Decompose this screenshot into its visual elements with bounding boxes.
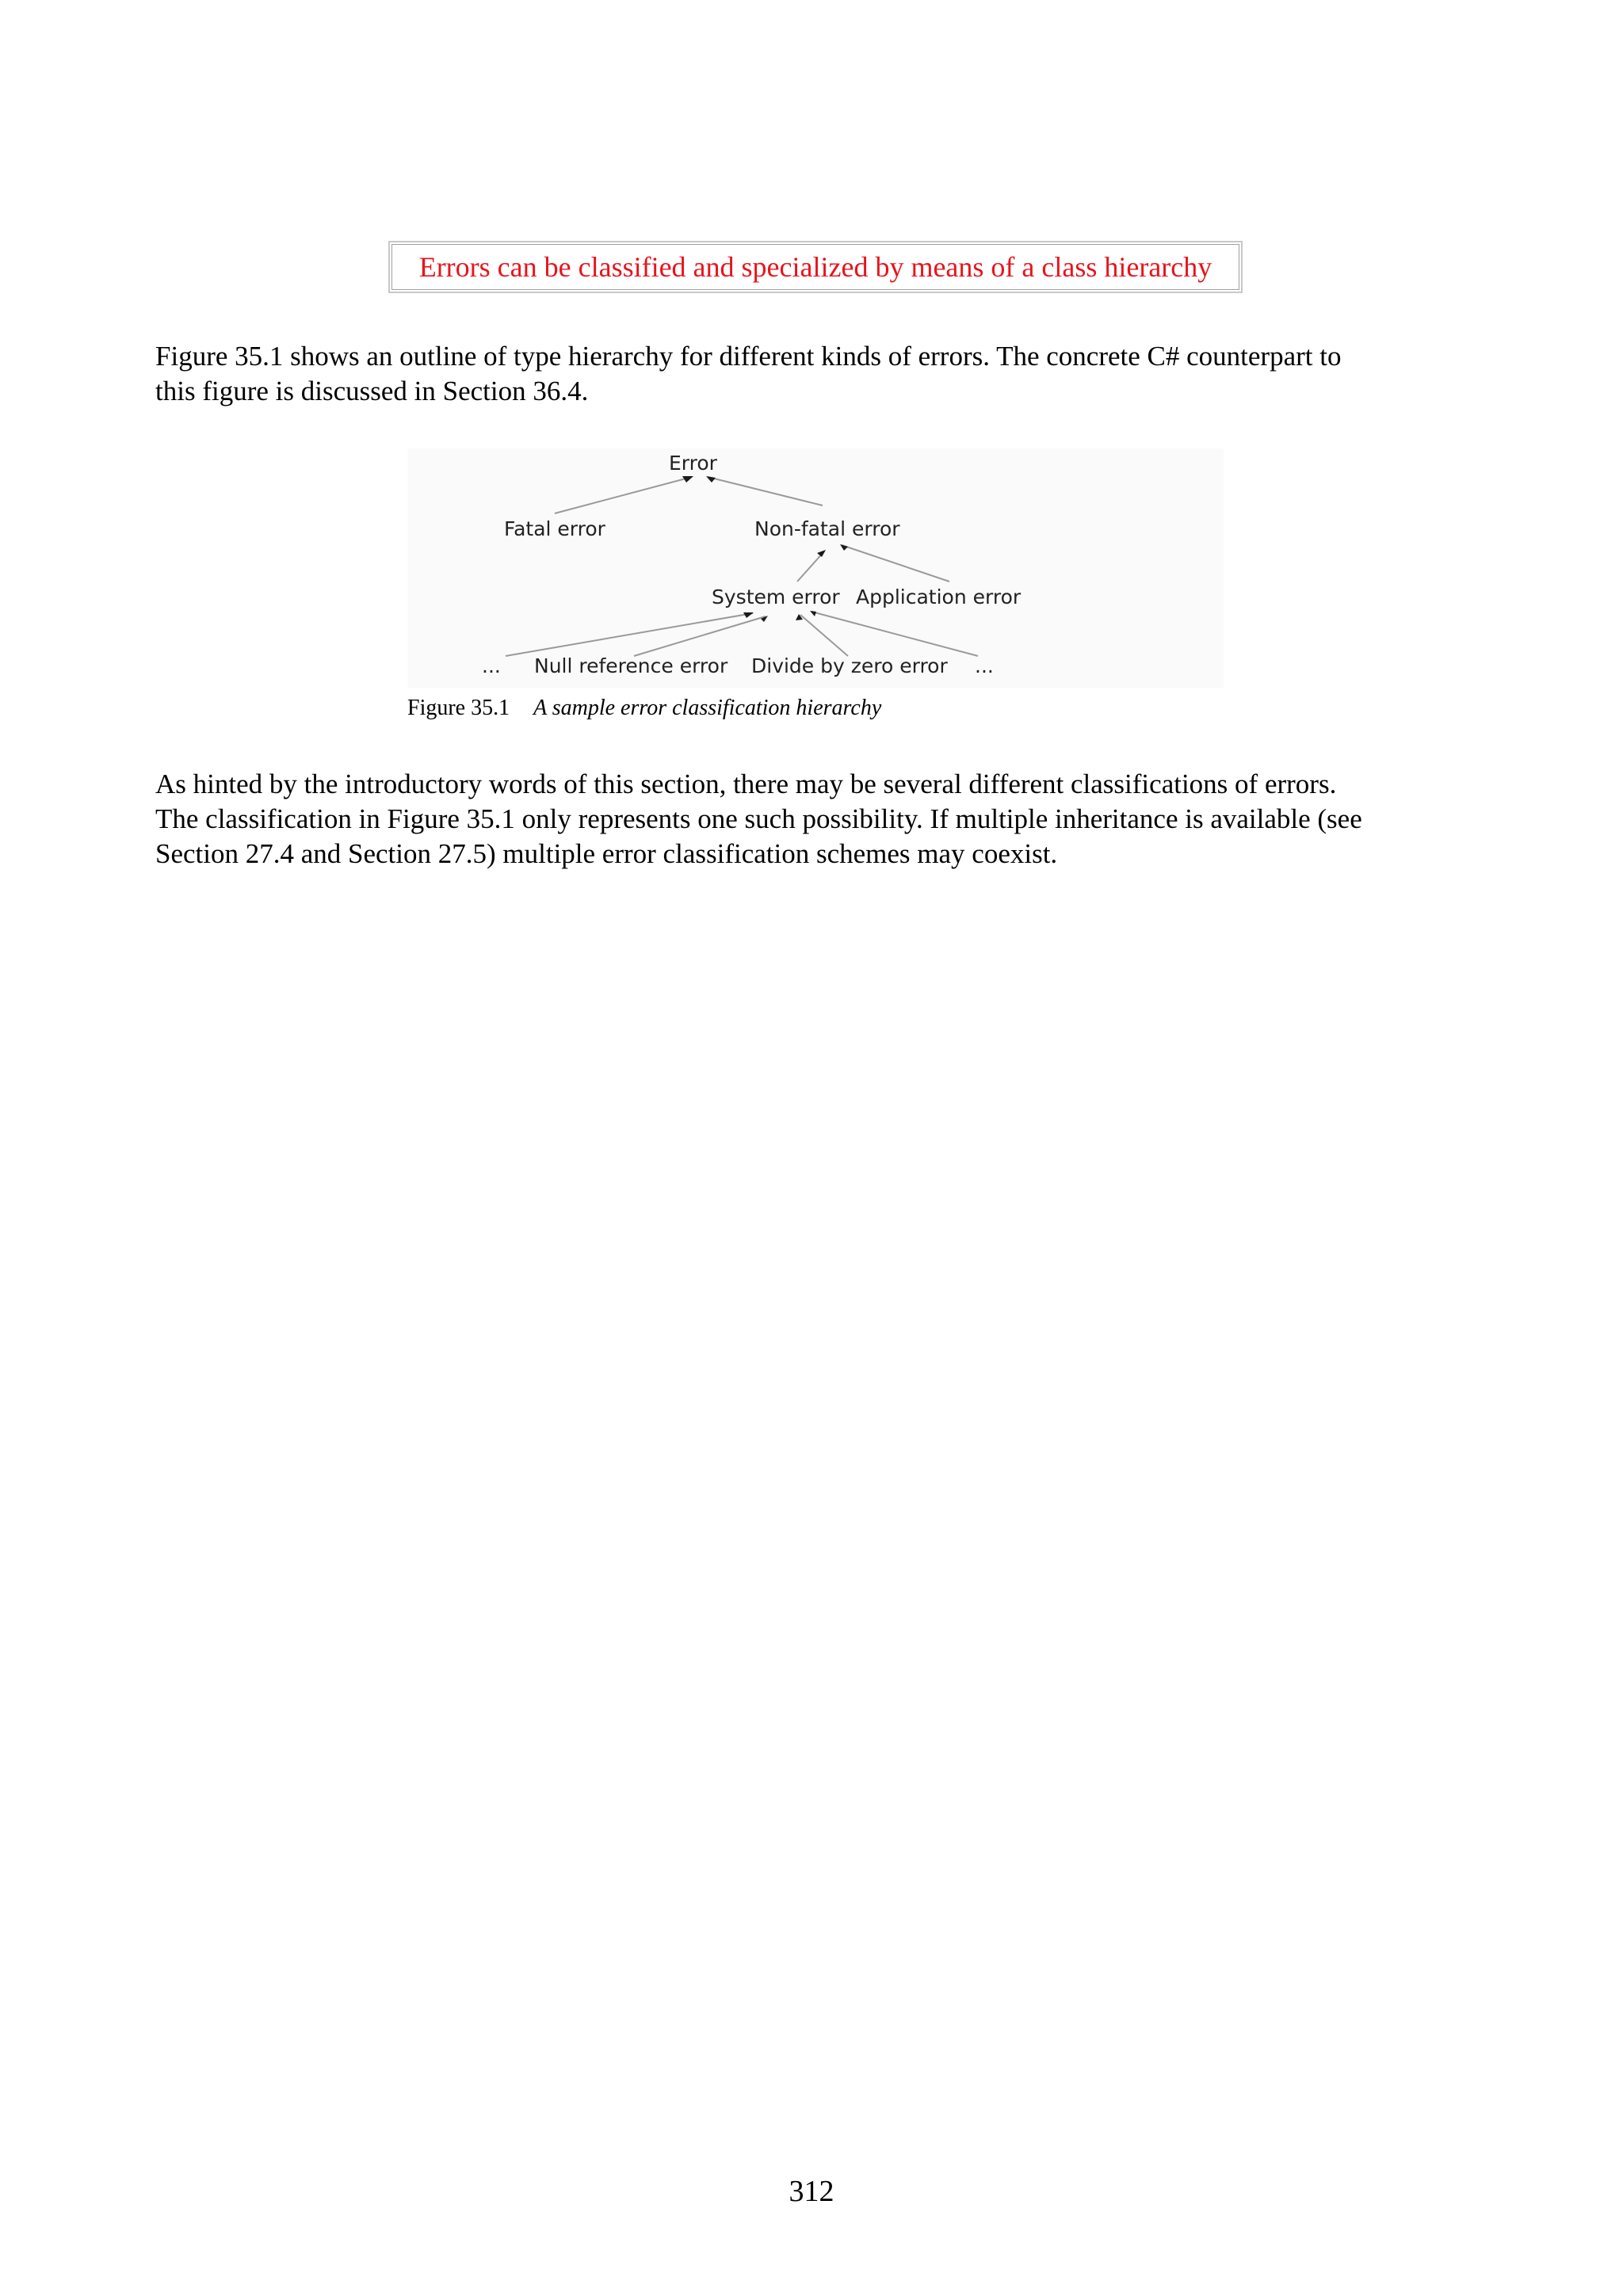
paragraph-line: As hinted by the introductory words of this section, there may be several different classifications of errors. <box>155 769 1337 799</box>
page-number: 312 <box>789 2175 834 2208</box>
node-error: Error <box>669 452 717 475</box>
arrowhead <box>817 550 826 557</box>
edge-nonfatal-to-error <box>708 477 823 505</box>
figure-caption <box>407 694 881 723</box>
paragraph-line: Figure 35.1 shows an outline of type hierarchy for different kinds of errors. The concrete C# counterpart to <box>155 341 1342 372</box>
paragraph-line: Section 27.4 and Section 27.5) multiple error classification schemes may coexist. <box>155 838 1058 869</box>
callout-text: Errors can be classified and specialized by means of a class hierarchy <box>391 244 1239 290</box>
caption-text: A sample error classification hierarchy <box>533 696 882 720</box>
node-fatal-error: Fatal error <box>504 517 605 540</box>
edge-divide-by-zero-to-system <box>800 615 848 656</box>
edge-ellipsis-left-to-system <box>506 613 753 656</box>
node-null-reference-error: Null reference error <box>534 654 728 677</box>
discussion-paragraph <box>155 767 1503 871</box>
caption-number: Figure 35.1 <box>407 696 510 720</box>
paragraph-line: this figure is discussed in Section 36.4. <box>155 376 589 406</box>
error-hierarchy-figure <box>407 448 1224 688</box>
node-ellipsis-right: ... <box>975 654 994 677</box>
edge-system-to-nonfatal <box>797 551 824 582</box>
node-ellipsis-left: ... <box>482 654 501 677</box>
arrowhead <box>706 476 716 482</box>
node-application-error: Application error <box>856 585 1022 608</box>
node-non-fatal-error: Non-fatal error <box>754 517 900 540</box>
paragraph-line: The classification in Figure 35.1 only represents one such possibility. If multiple inheritance is available (see <box>155 803 1362 834</box>
key-point-callout <box>388 241 1243 293</box>
node-system-error: System error <box>712 585 840 608</box>
edge-ellipsis-right-to-system <box>812 612 978 656</box>
intro-paragraph <box>155 339 1503 409</box>
arrowhead <box>810 611 816 616</box>
edge-fatal-to-error <box>555 477 692 513</box>
edge-application-to-nonfatal <box>842 545 949 582</box>
node-divide-by-zero-error: Divide by zero error <box>751 654 948 677</box>
error-hierarchy-diagram <box>407 448 1224 688</box>
